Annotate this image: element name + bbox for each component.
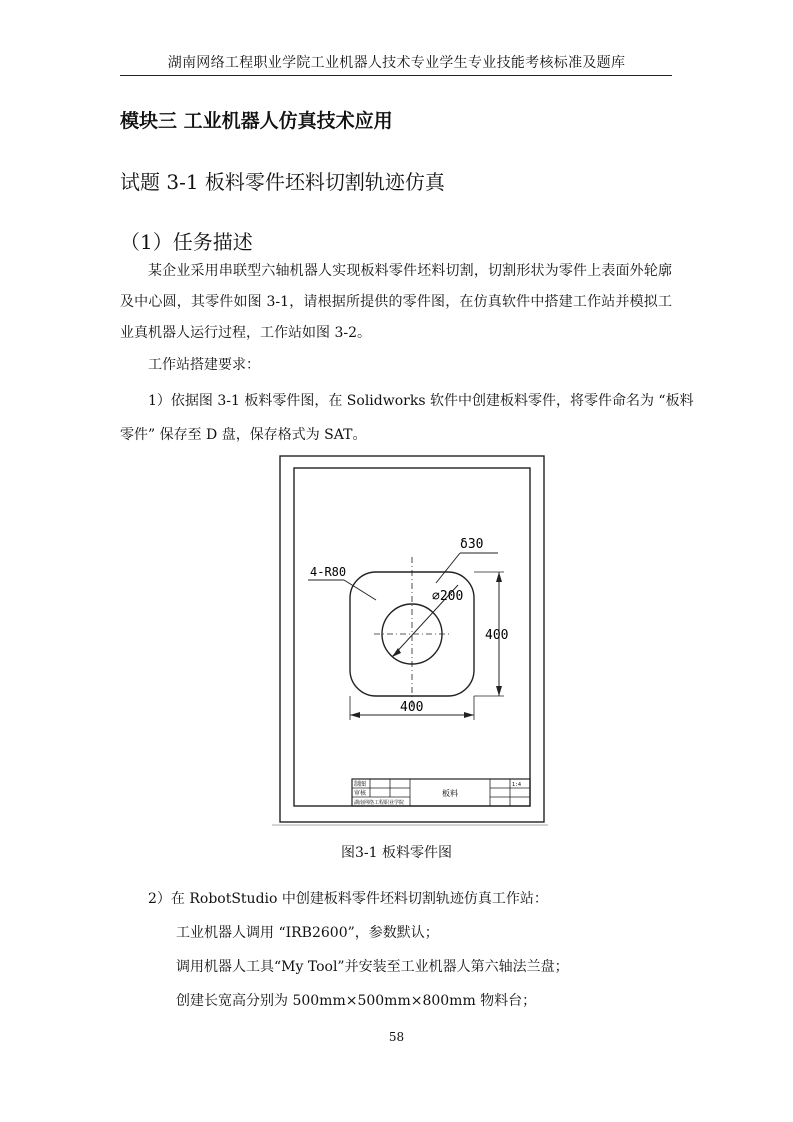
requirement-1-line-1: 1）依据图 3-1 板料零件图，在 Solidworks 软件中创建板料零件，将零件命名为 “板料	[148, 393, 694, 409]
radius-dim-text: 4-R80	[310, 565, 347, 579]
height-dim-text: 400	[485, 628, 509, 643]
figure-caption: 图3-1 板料零件图	[341, 845, 452, 861]
module-title: 模块三 工业机器人仿真技术应用	[120, 110, 393, 132]
part-drawing-figure	[272, 454, 548, 826]
radius-leader	[344, 580, 376, 600]
title-block-school: 湖南网络工程职业学院	[354, 800, 405, 806]
title-block-scale: 1:4	[512, 782, 522, 788]
header-divider	[120, 75, 672, 76]
requirement-2-title: 2）在 RobotStudio 中创建板料零件坯料切割轨迹仿真工作站：	[148, 891, 548, 907]
section-title: （1）任务描述	[120, 230, 253, 254]
width-arrow-right	[464, 712, 474, 718]
page-header: 湖南网络工程职业学院工业机器人技术专业学生专业技能考核标准及题库	[167, 55, 626, 71]
diameter-dim-text: ⌀200	[432, 589, 464, 604]
thickness-leader	[436, 553, 460, 583]
page-number: 58	[388, 1030, 405, 1044]
title-block-checked: 审核	[354, 790, 367, 797]
width-arrow-left	[350, 712, 360, 718]
requirement-2-item: 工业机器人调用 “IRB2600”，参数默认；	[176, 925, 439, 941]
title-block-part-name: 板料	[442, 789, 458, 798]
height-arrow-top	[496, 572, 502, 582]
title-block-drawn: 制图	[354, 781, 367, 788]
requirement-2-item: 调用机器人工具“My Tool”并安装至工业机器人第六轴法兰盘；	[176, 959, 569, 975]
thickness-dim-text: δ30	[460, 537, 484, 552]
requirement-2-item: 创建长宽高分别为 500mm×500mm×800mm 物料台；	[176, 993, 537, 1009]
requirements-label: 工作站搭建要求：	[148, 357, 260, 373]
question-title: 试题 3-1 板料零件坯料切割轨迹仿真	[120, 170, 445, 194]
width-dim-text: 400	[400, 700, 424, 715]
part-drawing	[272, 454, 548, 826]
intro-paragraph: 某企业采用串联型六轴机器人实现板料零件坯料切割，切割形状为零件上表面外轮廓及中心圆，其零件如图 3-1，请根据所提供的零件图，在仿真软件中搭建工作站并模拟工业真机器人运行过程，工作站如图 3-2。	[120, 263, 672, 341]
height-arrow-bottom	[496, 686, 502, 696]
requirement-1-line-2: 零件” 保存至 D 盘，保存格式为 SAT。	[120, 427, 367, 443]
